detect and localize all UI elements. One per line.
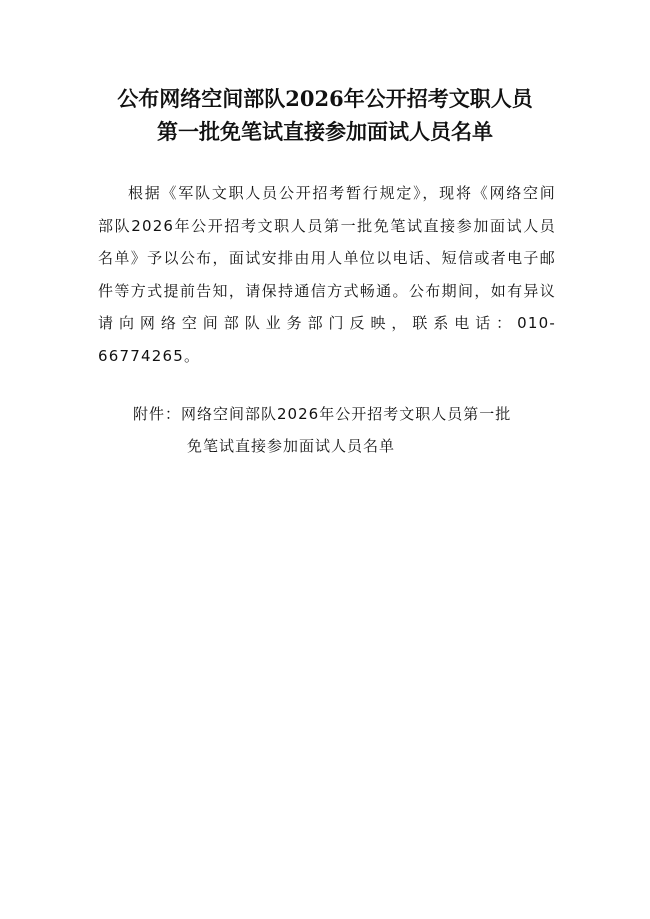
- attachment-note: [133, 398, 563, 462]
- attachment-line-1: [133, 398, 563, 430]
- title-line-2: 第一批免笔试直接参加面试人员名单: [157, 119, 493, 144]
- attachment-label: 附件：: [133, 405, 182, 423]
- document-title: [60, 82, 590, 148]
- attachment-title-part-2: 免笔试直接参加面试人员名单: [187, 437, 396, 455]
- title-line-1: 公布网络空间部队2026年公开招考文职人员: [117, 86, 533, 111]
- attachment-title-part-1: 网络空间部队2026年公开招考文职人员第一批: [181, 405, 512, 423]
- announcement-body: 根据《军队文职人员公开招考暂行规定》，现将《网络空间部队2026年公开招考文职人员第一批免笔试直接参加面试人员名单》予以公布，面试安排由用人单位以电话、短信或者电子邮件等方式提前告知，请保持通信方式畅通。公布期间，如有异议请向网络空间部队业务部门反映，联系电话：010-66774265。: [98, 184, 556, 365]
